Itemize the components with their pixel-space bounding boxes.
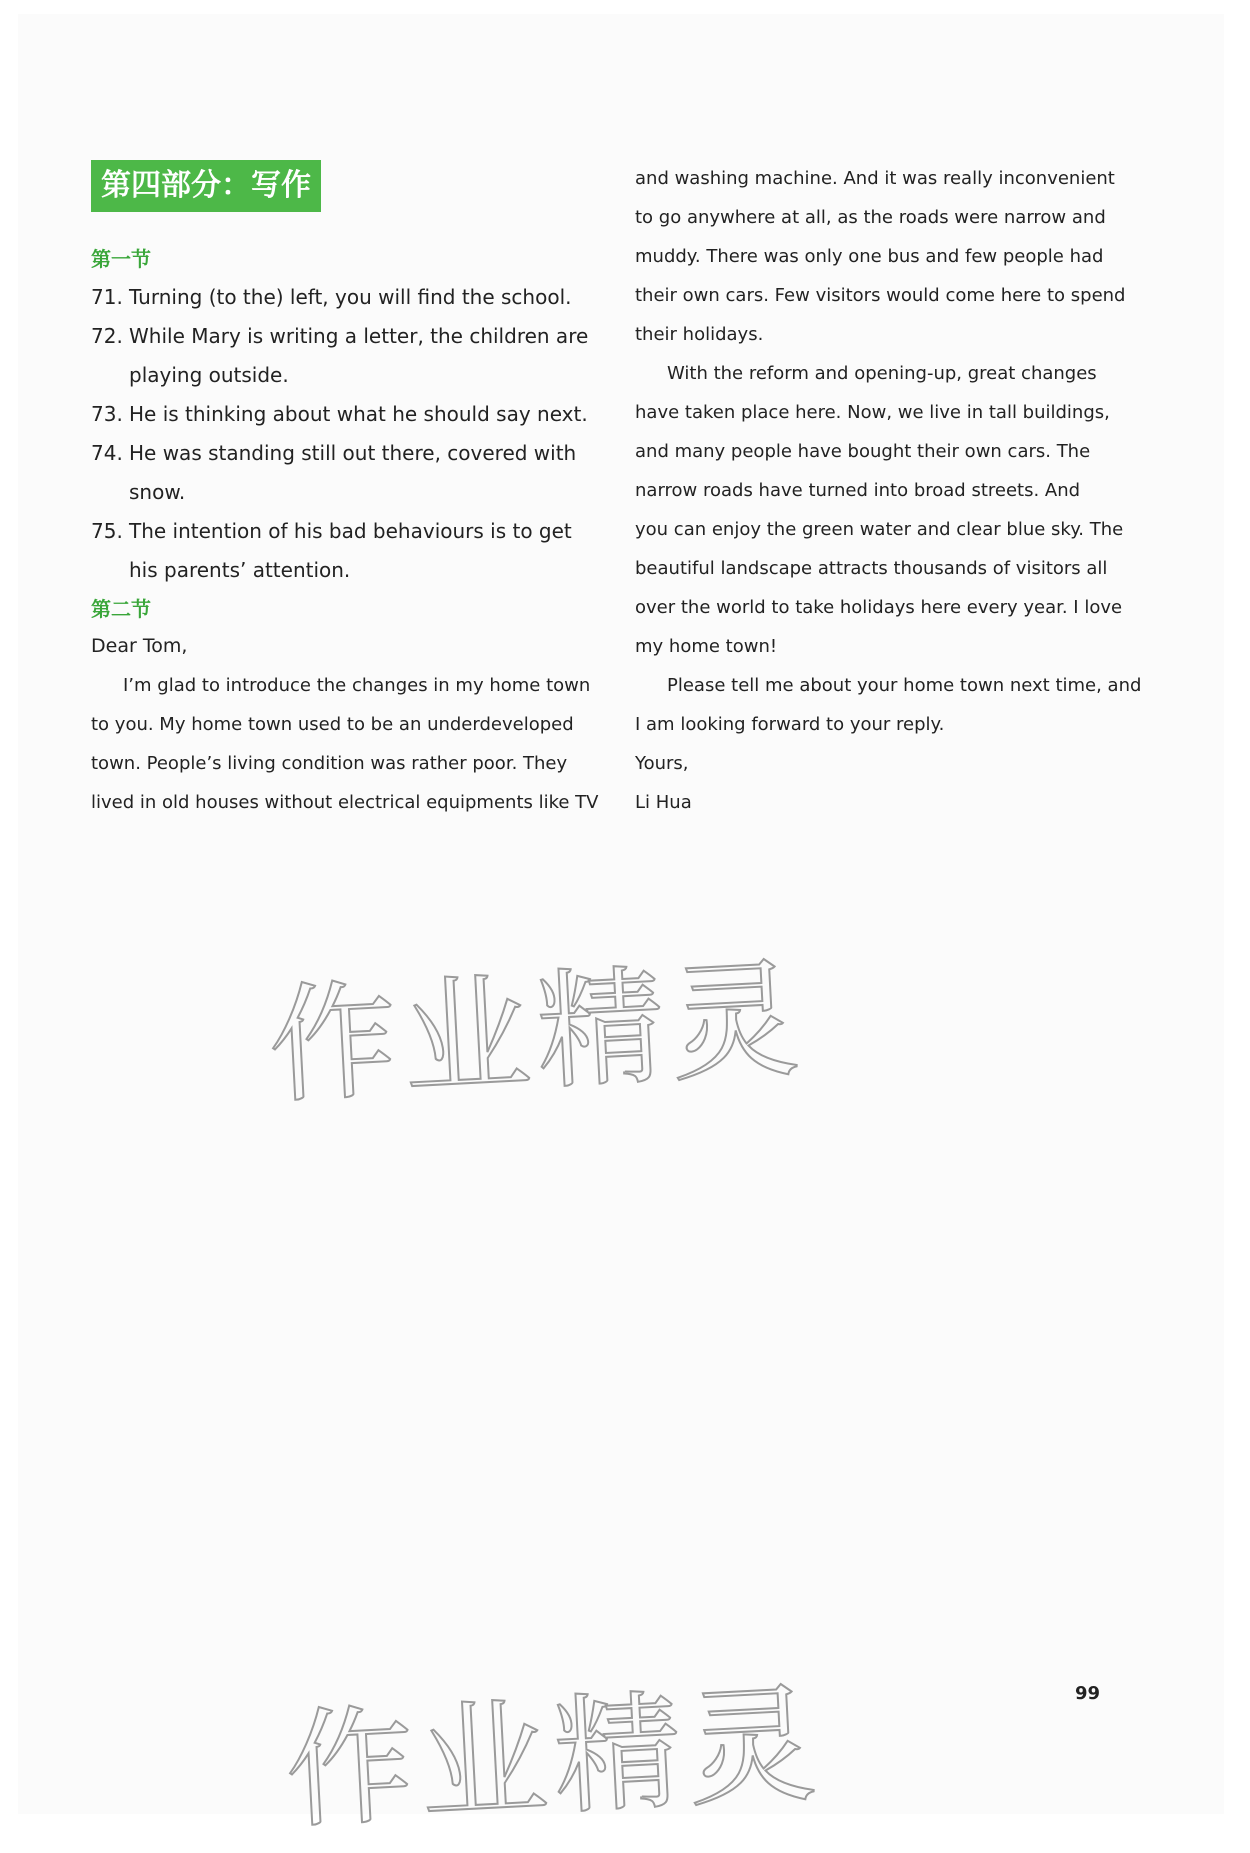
letter-body-right (635, 159, 1141, 822)
item-text-line1: While Mary is writing a letter, the children are (129, 324, 589, 348)
letter-line: their holidays. (635, 324, 764, 345)
letter-line: I am looking forward to your reply. (635, 714, 945, 735)
letter-line: have taken place here. Now, we live in tall buildings, (635, 402, 1110, 423)
watermark-logo: 作业精灵 (282, 1670, 826, 1847)
answer-item-72 (91, 317, 611, 395)
letter-line: and many people have bought their own cars. The (635, 441, 1091, 462)
letter-body-left (91, 666, 599, 822)
watermark-logo: 作业精灵 (265, 945, 809, 1122)
letter-line: their own cars. Few visitors would come here to spend (635, 285, 1126, 306)
letter-line: and washing machine. And it was really inconvenient (635, 168, 1115, 189)
item-number: 72. (91, 324, 123, 348)
letter-closing: Yours, (635, 753, 689, 774)
answer-item-74 (91, 434, 611, 512)
item-number: 75. (91, 519, 123, 543)
item-text: He is thinking about what he should say next. (129, 402, 588, 426)
answer-item-73 (91, 395, 611, 434)
letter-line: With the reform and opening-up, great changes (667, 363, 1097, 384)
item-text-line1: He was standing still out there, covered with (129, 441, 577, 465)
part2-heading: 第二节 (91, 597, 151, 621)
letter-line: town. People’s living condition was rather poor. They (91, 753, 568, 774)
page-number: 99 (1075, 1683, 1101, 1704)
letter-salutation: Dear Tom, (91, 635, 188, 657)
part1-heading: 第一节 (91, 247, 151, 271)
letter-line: to go anywhere at all, as the roads were narrow and (635, 207, 1106, 228)
section-title: 第四部分：写作 (91, 160, 321, 212)
item-number: 73. (91, 402, 123, 426)
item-number: 71. (91, 285, 123, 309)
letter-line: I’m glad to introduce the changes in my home town (123, 675, 591, 696)
item-number: 74. (91, 441, 123, 465)
letter-line: over the world to take holidays here every year. I love (635, 597, 1123, 618)
answer-item-75 (91, 512, 611, 590)
letter-line: to you. My home town used to be an underdeveloped (91, 714, 574, 735)
letter-line: beautiful landscape attracts thousands of visitors all (635, 558, 1108, 579)
letter-line: lived in old houses without electrical equipments like TV (91, 792, 599, 813)
letter-signature: Li Hua (635, 792, 692, 813)
item-text: Turning (to the) left, you will find the school. (129, 285, 572, 309)
item-text-line2: his parents’ attention. (129, 558, 351, 582)
letter-line: you can enjoy the green water and clear blue sky. The (635, 519, 1124, 540)
item-text-line2: playing outside. (129, 363, 289, 387)
item-text-line1: The intention of his bad behaviours is to get (129, 519, 572, 543)
letter-line: narrow roads have turned into broad streets. And (635, 480, 1081, 501)
letter-line: my home town! (635, 636, 778, 657)
letter-line: muddy. There was only one bus and few people had (635, 246, 1104, 267)
item-text-line2: snow. (129, 480, 186, 504)
answer-item-71 (91, 278, 611, 317)
letter-line: Please tell me about your home town next time, and (667, 675, 1142, 696)
